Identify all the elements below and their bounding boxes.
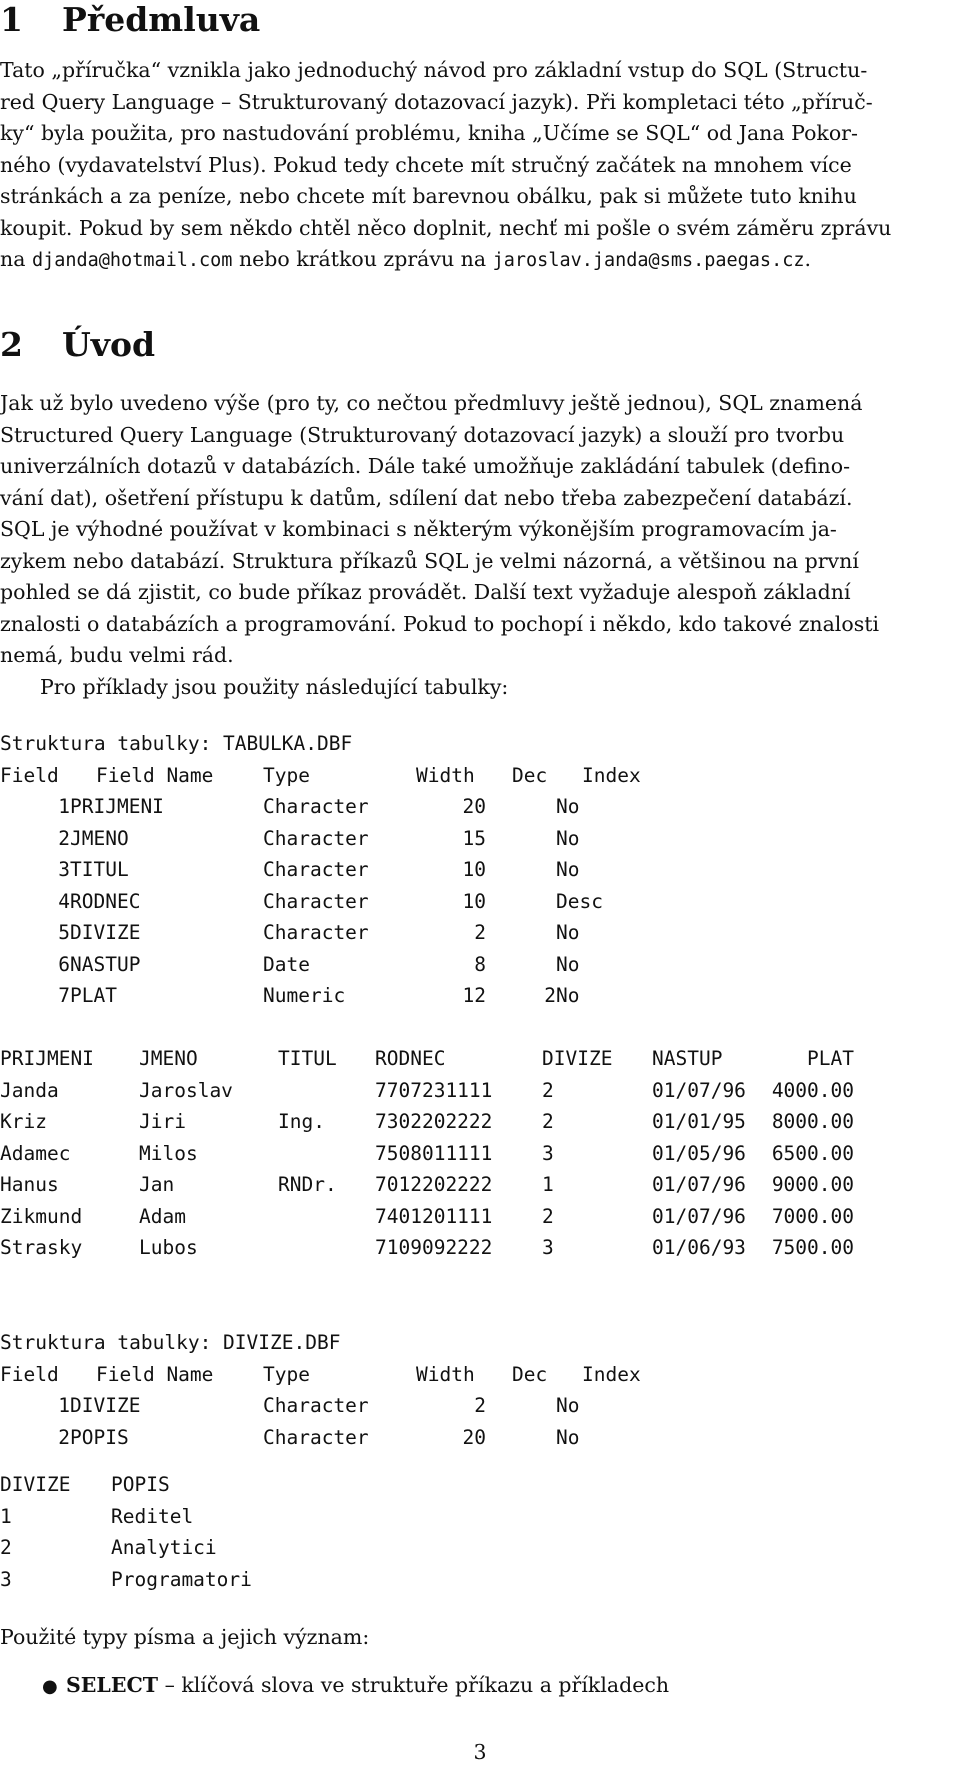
table-cell: 01/07/96 <box>652 1173 746 1196</box>
examples-intro: Pro příklady jsou použity následující tabulky: <box>40 674 509 699</box>
text-line: univerzálních dotazů v databázích. Dále také umožňuje zakládání tabulek (defino- <box>0 454 851 478</box>
table-cell: Adamec <box>0 1141 71 1165</box>
table-cell: 1 <box>58 795 70 818</box>
fonts-intro: Použité typy písma a jejich význam: <box>0 1625 370 1649</box>
table-cell: 01/05/96 <box>652 1141 746 1165</box>
table-row <box>0 854 641 886</box>
table-cell: No <box>556 921 580 944</box>
table-row <box>0 1106 854 1138</box>
table-row <box>0 1501 252 1533</box>
table-header-row: PRIJMENI JMENO TITUL RODNEC DIVIZE NASTUP PLAT <box>0 1047 854 1070</box>
table-cell: Date <box>263 952 310 976</box>
table-cell: 6 <box>58 952 70 976</box>
table-cell: 20 <box>462 1425 486 1449</box>
table-row <box>0 791 641 823</box>
text-line: Tato „příručka“ vznikla jako jednoduchý návod pro základní vstup do SQL (Structu- <box>0 58 868 82</box>
table-cell: 2 <box>544 984 556 1007</box>
table-cell: 8 <box>474 952 486 976</box>
table-row <box>0 1138 854 1170</box>
table-cell: 8000.00 <box>771 1110 854 1133</box>
text-line: red Query Language – Strukturovaný dotazovací jazyk). Při kompletaci této „příruč- <box>0 89 873 114</box>
table-cell: TITUL <box>70 858 129 881</box>
table-caption: Struktura tabulky: DIVIZE.DBF <box>0 1331 341 1354</box>
table-cell: 10 <box>462 889 486 913</box>
table-cell: 2 <box>58 1425 70 1449</box>
text-line: Structured Query Language (Strukturovaný dotazovací jazyk) a slouží pro tvorbu <box>0 422 845 447</box>
table-cell: No <box>556 795 580 818</box>
table-cell: 1 <box>58 1394 70 1417</box>
table-row <box>0 1390 641 1422</box>
table-cell: 7000.00 <box>771 1204 854 1228</box>
table-cell: Character <box>263 826 369 850</box>
table-cell: Milos <box>139 1141 198 1165</box>
table-cell: 7500.00 <box>771 1236 854 1259</box>
table-cell: 1 <box>542 1173 554 1196</box>
bullet-dot-icon: ● <box>42 1676 58 1697</box>
legend-description: – klíčová slova ve struktuře příkazu a příkladech <box>158 1673 670 1697</box>
text-line: vání dat), ošetření přístupu k datům, sdílení dat nebo třeba zabezpečení databází. <box>0 485 853 510</box>
table-row <box>0 1169 854 1201</box>
legend-term: SELECT <box>66 1673 159 1697</box>
table-cell: 3 <box>0 1567 12 1591</box>
table-cell: Character <box>263 795 369 818</box>
table-row <box>0 1232 854 1264</box>
table-cell: 7 <box>58 984 70 1007</box>
table-cell: 01/01/95 <box>652 1110 746 1133</box>
table-row <box>0 1564 252 1596</box>
contact-line: na djanda@hotmail.com nebo krátkou zprávu na jaroslav.janda@sms.paegas.cz. <box>0 247 812 271</box>
table-cell: 7707231111 <box>375 1078 493 1102</box>
table-cell: Desc <box>556 889 603 913</box>
table-cell: No <box>556 984 580 1007</box>
table-cell: Numeric <box>263 984 346 1007</box>
table-row <box>0 823 641 855</box>
table-cell: 15 <box>462 826 486 850</box>
table-cell: Janda <box>0 1078 59 1102</box>
table-cell: 4000.00 <box>771 1078 854 1102</box>
table-row <box>0 886 641 918</box>
table-cell: 2 <box>542 1078 554 1102</box>
font-legend-list <box>42 1670 669 1703</box>
table-cell: 2 <box>474 1394 486 1417</box>
table-cell: POPIS <box>70 1425 129 1449</box>
table-cell: No <box>556 858 580 881</box>
table-cell: PLAT <box>70 984 117 1007</box>
table-header-row: Field Field Name Type Width Dec Index <box>0 763 641 787</box>
text-line: ného (vydavatelství Plus). Pokud tedy chcete mít stručný začátek na mnohem více <box>0 152 852 177</box>
table-cell: 4 <box>58 889 70 913</box>
text-line: stránkách a za peníze, nebo chcete mít barevnou obálku, pak si můžete tuto knihu <box>0 184 857 208</box>
table-cell: Character <box>263 1425 369 1449</box>
table-cell: 7508011111 <box>375 1141 493 1165</box>
table-cell: RNDr. <box>278 1173 337 1196</box>
section-heading-predmluva <box>0 0 260 39</box>
table-cell: 7401201111 <box>375 1204 493 1228</box>
table-cell: 2 <box>542 1110 554 1133</box>
table-cell: Ing. <box>278 1110 325 1133</box>
table-cell: 3 <box>542 1141 554 1165</box>
table-cell: Jiri <box>139 1110 186 1133</box>
table-cell: 1 <box>0 1504 12 1528</box>
table-cell: Hanus <box>0 1173 59 1196</box>
table-cell: 3 <box>542 1236 554 1259</box>
table-cell: Zikmund <box>0 1204 83 1228</box>
table-cell: 7012202222 <box>375 1173 493 1196</box>
table-row <box>0 949 641 981</box>
section-heading-uvod <box>0 325 155 364</box>
text-line: koupit. Pokud by sem někdo chtěl něco doplnit, nechť mi pošle o svém záměru zprávu <box>0 215 892 240</box>
table-cell: No <box>556 1425 580 1449</box>
table-cell: Strasky <box>0 1236 83 1259</box>
table-cell: Analytici <box>111 1536 217 1559</box>
table-cell: 2 <box>0 1536 12 1559</box>
table-cell: DIVIZE <box>70 1394 141 1417</box>
email-address: djanda@hotmail.com <box>31 250 233 271</box>
divize-data-table <box>0 1469 252 1595</box>
section-number: 1 <box>0 0 23 39</box>
section-title: Úvod <box>62 325 156 364</box>
text-line: znalosti o databázích a programování. Pokud to pochopí i někdo, kdo takové znalosti <box>0 611 880 636</box>
table-cell: 3 <box>58 858 70 881</box>
text-line: nemá, budu velmi rád. <box>0 643 234 667</box>
predmluva-paragraph <box>0 55 958 277</box>
table-row <box>0 1075 854 1107</box>
table-header-row: DIVIZE POPIS <box>0 1473 170 1496</box>
table-row <box>0 1532 252 1564</box>
divize-structure-table <box>0 1327 641 1453</box>
uvod-paragraph <box>0 388 958 703</box>
table-cell: RODNEC <box>70 889 141 913</box>
text-line: pohled se dá zjistit, co bude příkaz provádět. Další text vyžaduje alespoň základní <box>0 580 851 604</box>
table-cell: Character <box>263 889 369 913</box>
table-cell: 01/07/96 <box>652 1078 746 1102</box>
table-cell: 01/07/96 <box>652 1204 746 1228</box>
table-header-row: Field Field Name Type Width Dec Index <box>0 1362 641 1386</box>
table-cell: 01/06/93 <box>652 1236 746 1259</box>
table-cell: DIVIZE <box>70 921 141 944</box>
table-row <box>0 917 641 949</box>
table-cell: 9000.00 <box>771 1173 854 1196</box>
table-cell: 20 <box>462 795 486 818</box>
table-cell: Jan <box>139 1173 175 1196</box>
table-row <box>0 1201 854 1233</box>
table-caption: Struktura tabulky: TABULKA.DBF <box>0 732 353 755</box>
table-cell: Adam <box>139 1204 186 1228</box>
section-title: Předmluva <box>62 0 261 39</box>
text-line: SQL je výhodné používat v kombinaci s některým výkonějším programovacím ja- <box>0 517 837 541</box>
table-cell: Character <box>263 921 369 944</box>
table-cell: Character <box>263 1394 369 1417</box>
text-line: Jak už bylo uvedeno výše (pro ty, co nečtou předmluvy ještě jednou), SQL znamená <box>0 391 863 415</box>
table-cell: No <box>556 1394 580 1417</box>
table-cell: 12 <box>462 984 486 1007</box>
table-cell: 6500.00 <box>771 1141 854 1165</box>
table-cell: JMENO <box>70 826 129 850</box>
table-cell: 10 <box>462 858 486 881</box>
table-cell: Programatori <box>111 1567 252 1591</box>
table-cell: No <box>556 952 580 976</box>
table-cell: Reditel <box>111 1504 194 1528</box>
table-cell: Jaroslav <box>139 1078 233 1102</box>
table-row <box>0 1422 641 1454</box>
text-line: ky“ byla použita, pro nastudování problému, kniha „Učíme se SQL“ od Jana Pokor- <box>0 121 858 145</box>
page-number: 3 <box>473 1740 487 1764</box>
tabulka-data-table <box>0 1043 854 1264</box>
table-cell: Character <box>263 858 369 881</box>
table-cell: No <box>556 826 580 850</box>
table-cell: Lubos <box>139 1236 198 1259</box>
table-row <box>0 980 641 1012</box>
section-number: 2 <box>0 325 23 364</box>
table-cell: 2 <box>58 826 70 850</box>
table-cell: 5 <box>58 921 70 944</box>
table-cell: 2 <box>474 921 486 944</box>
table-cell: 2 <box>542 1204 554 1228</box>
text-line: zykem nebo databází. Struktura příkazů SQL je velmi názorná, a většinou na první <box>0 548 859 573</box>
table-cell: 7109092222 <box>375 1236 493 1259</box>
table-cell: 7302202222 <box>375 1110 493 1133</box>
table-cell: PRIJMENI <box>70 795 164 818</box>
table-cell: NASTUP <box>70 952 141 976</box>
table-cell: Kriz <box>0 1110 47 1133</box>
sms-address: jaroslav.janda@sms.paegas.cz <box>492 250 805 271</box>
tabulka-structure-table <box>0 728 641 1012</box>
